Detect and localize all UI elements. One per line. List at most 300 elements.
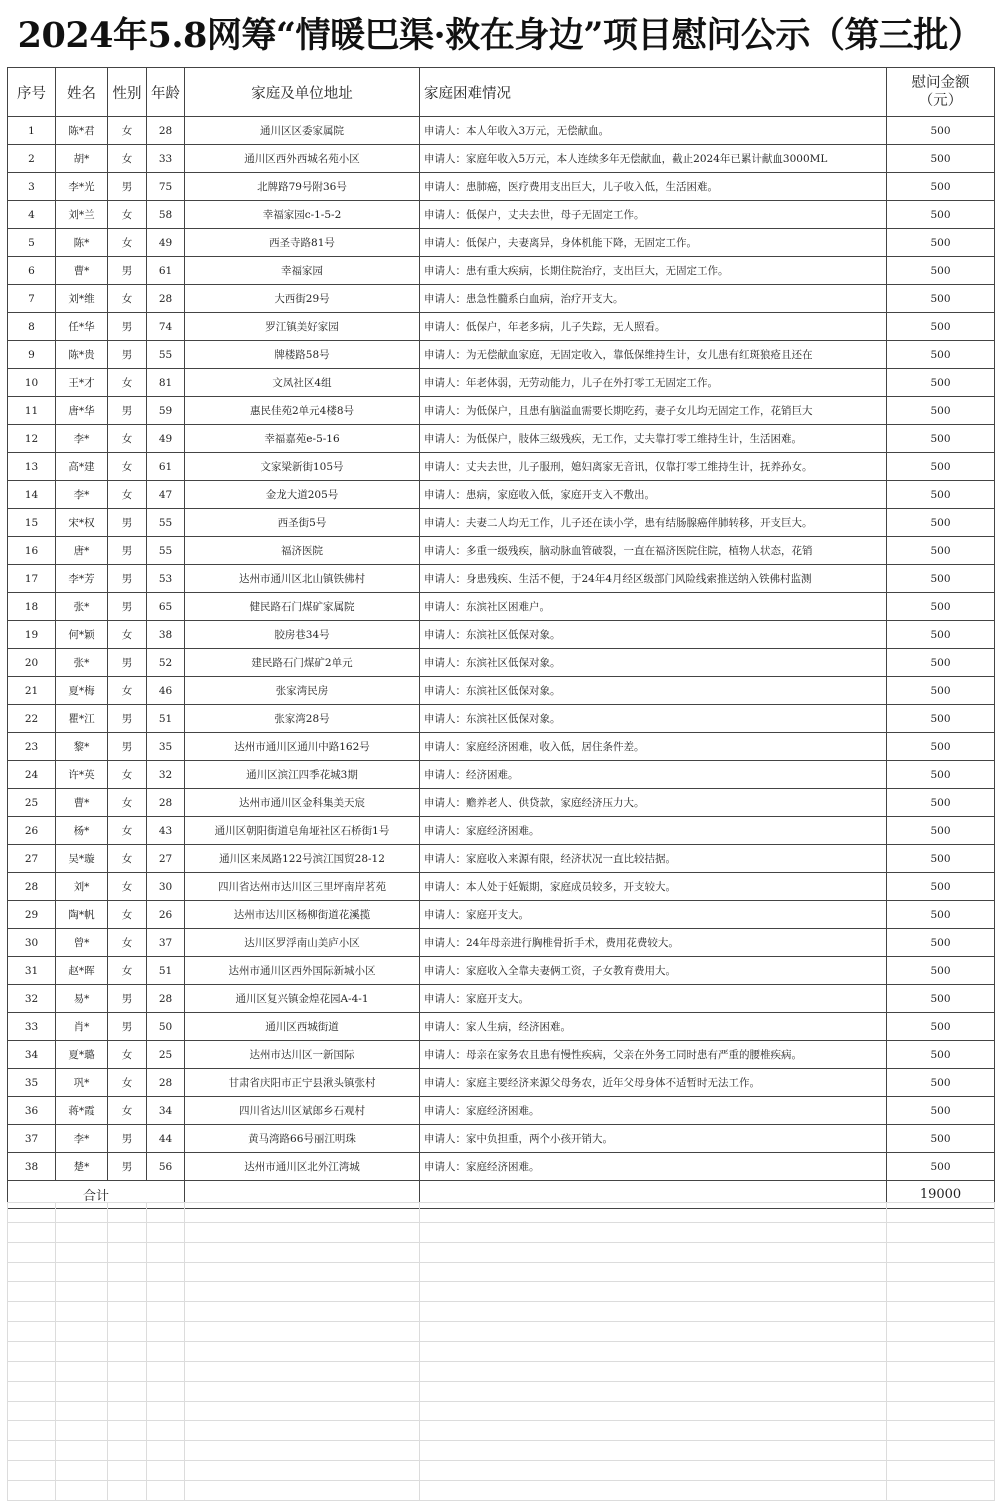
empty-grid-cell [108, 1302, 147, 1322]
cell-address: 幸福家园 [185, 257, 420, 285]
cell-age: 28 [147, 285, 185, 313]
cell-gender: 女 [108, 425, 147, 453]
cell-amount: 500 [887, 537, 995, 565]
cell-name: 曹* [56, 257, 108, 285]
table-row [8, 1125, 995, 1153]
empty-grid-cell [185, 1322, 420, 1342]
cell-amount: 500 [887, 145, 995, 173]
header-gender: 性别 [108, 68, 147, 117]
empty-grid-cell [185, 1441, 420, 1461]
empty-grid-cell [8, 1342, 56, 1362]
cell-age: 46 [147, 677, 185, 705]
empty-grid-cell [420, 1481, 887, 1501]
cell-difficulty: 申请人：东滨社区困难户。 [420, 593, 887, 621]
table-row [8, 593, 995, 621]
cell-amount: 500 [887, 1013, 995, 1041]
cell-age: 28 [147, 117, 185, 145]
cell-age: 26 [147, 901, 185, 929]
empty-grid-cell [108, 1222, 147, 1242]
empty-grid-cell [108, 1421, 147, 1441]
header-amount [887, 68, 995, 117]
cell-name: 巩* [56, 1069, 108, 1097]
empty-grid-cell [56, 1381, 108, 1401]
cell-name: 任*华 [56, 313, 108, 341]
empty-grid-row [8, 1222, 995, 1242]
cell-no: 21 [8, 677, 56, 705]
cell-name: 陈*贵 [56, 341, 108, 369]
cell-age: 53 [147, 565, 185, 593]
empty-grid-row [8, 1322, 995, 1342]
empty-grid-cell [420, 1342, 887, 1362]
empty-grid-row [8, 1242, 995, 1262]
cell-age: 55 [147, 537, 185, 565]
cell-name: 肖* [56, 1013, 108, 1041]
cell-no: 8 [8, 313, 56, 341]
empty-grid-row [8, 1361, 995, 1381]
cell-gender: 女 [108, 845, 147, 873]
cell-address: 文凤社区4组 [185, 369, 420, 397]
cell-address: 西圣街5号 [185, 509, 420, 537]
cell-no: 10 [8, 369, 56, 397]
empty-grid-row [8, 1481, 995, 1501]
cell-name: 高*建 [56, 453, 108, 481]
cell-gender: 女 [108, 677, 147, 705]
cell-name: 吴*璇 [56, 845, 108, 873]
table-row [8, 425, 995, 453]
cell-difficulty: 申请人：本人年收入3万元，无偿献血。 [420, 117, 887, 145]
cell-gender: 女 [108, 929, 147, 957]
empty-grid-cell [185, 1242, 420, 1262]
empty-grid-cell [887, 1302, 995, 1322]
table-row [8, 817, 995, 845]
empty-sheet-grid [7, 1202, 995, 1501]
cell-amount: 500 [887, 229, 995, 257]
cell-no: 16 [8, 537, 56, 565]
table-row [8, 705, 995, 733]
cell-gender: 男 [108, 593, 147, 621]
header-no: 序号 [8, 68, 56, 117]
cell-no: 18 [8, 593, 56, 621]
cell-gender: 女 [108, 453, 147, 481]
table-row [8, 397, 995, 425]
cell-age: 35 [147, 733, 185, 761]
cell-address: 通川区区委家属院 [185, 117, 420, 145]
empty-grid-cell [56, 1322, 108, 1342]
cell-address: 达州市达川区一新国际 [185, 1041, 420, 1069]
cell-address: 福济医院 [185, 537, 420, 565]
cell-difficulty: 申请人：家庭经济困难。 [420, 1097, 887, 1125]
empty-grid-cell [185, 1461, 420, 1481]
empty-grid-row [8, 1342, 995, 1362]
cell-amount: 500 [887, 1041, 995, 1069]
empty-grid-cell [420, 1242, 887, 1262]
empty-grid-cell [147, 1322, 185, 1342]
cell-address: 通川区西外西城名苑小区 [185, 145, 420, 173]
cell-gender: 男 [108, 509, 147, 537]
cell-difficulty: 申请人：家庭年收入5万元，本人连续多年无偿献血，截止2024年已累计献血3000ML [420, 145, 887, 173]
cell-amount: 500 [887, 1153, 995, 1181]
empty-grid-cell [147, 1262, 185, 1282]
empty-grid-cell [8, 1401, 56, 1421]
cell-address: 通川区滨江四季花城3期 [185, 761, 420, 789]
cell-address: 建民路石门煤矿2单元 [185, 649, 420, 677]
cell-address: 达州市通川区北山镇铁佛村 [185, 565, 420, 593]
cell-amount: 500 [887, 845, 995, 873]
empty-grid-cell [887, 1461, 995, 1481]
cell-no: 2 [8, 145, 56, 173]
empty-grid-cell [108, 1342, 147, 1362]
cell-no: 33 [8, 1013, 56, 1041]
cell-age: 51 [147, 705, 185, 733]
cell-difficulty: 申请人：身患残疾、生活不便，于24年4月经区级部门风险线索推送纳入铁佛村监测 [420, 565, 887, 593]
cell-difficulty: 申请人：东滨社区低保对象。 [420, 621, 887, 649]
cell-amount: 500 [887, 649, 995, 677]
table-row [8, 985, 995, 1013]
empty-grid-cell [147, 1342, 185, 1362]
cell-difficulty: 申请人：患病，家庭收入低，家庭开支入不敷出。 [420, 481, 887, 509]
cell-gender: 男 [108, 537, 147, 565]
cell-no: 12 [8, 425, 56, 453]
empty-grid-cell [185, 1401, 420, 1421]
empty-grid-cell [420, 1421, 887, 1441]
cell-name: 瞿*江 [56, 705, 108, 733]
empty-grid-cell [887, 1441, 995, 1461]
cell-difficulty: 申请人：患急性髓系白血病，治疗开支大。 [420, 285, 887, 313]
cell-address: 金龙大道205号 [185, 481, 420, 509]
cell-amount: 500 [887, 901, 995, 929]
cell-gender: 男 [108, 173, 147, 201]
cell-amount: 500 [887, 257, 995, 285]
cell-amount: 500 [887, 621, 995, 649]
cell-difficulty: 申请人：患肺癌，医疗费用支出巨大，儿子收入低，生活困难。 [420, 173, 887, 201]
cell-age: 55 [147, 341, 185, 369]
cell-gender: 男 [108, 1153, 147, 1181]
cell-amount: 500 [887, 733, 995, 761]
cell-difficulty: 申请人：为低保户，且患有脑溢血需要长期吃药，妻子女儿均无固定工作，花销巨大 [420, 397, 887, 425]
header-age: 年龄 [147, 68, 185, 117]
empty-grid-cell [108, 1381, 147, 1401]
cell-difficulty: 申请人：24年母亲进行胸椎骨折手术，费用花费较大。 [420, 929, 887, 957]
table-row [8, 1069, 995, 1097]
cell-gender: 女 [108, 1041, 147, 1069]
table-row [8, 537, 995, 565]
empty-grid-cell [185, 1421, 420, 1441]
empty-grid-cell [8, 1262, 56, 1282]
empty-grid-cell [147, 1381, 185, 1401]
cell-difficulty: 申请人：低保户，夫妻离异，身体机能下降，无固定工作。 [420, 229, 887, 257]
cell-amount: 500 [887, 509, 995, 537]
cell-name: 王*才 [56, 369, 108, 397]
cell-amount: 500 [887, 341, 995, 369]
cell-no: 4 [8, 201, 56, 229]
empty-grid-cell [56, 1342, 108, 1362]
cell-gender: 女 [108, 621, 147, 649]
cell-name: 刘*兰 [56, 201, 108, 229]
cell-amount: 500 [887, 201, 995, 229]
cell-age: 61 [147, 453, 185, 481]
cell-age: 28 [147, 1069, 185, 1097]
cell-gender: 女 [108, 761, 147, 789]
empty-grid-cell [420, 1381, 887, 1401]
cell-gender: 男 [108, 397, 147, 425]
table-row [8, 873, 995, 901]
cell-gender: 男 [108, 257, 147, 285]
cell-address: 张家湾民房 [185, 677, 420, 705]
empty-grid-cell [147, 1203, 185, 1223]
empty-grid-cell [185, 1342, 420, 1362]
empty-grid-cell [147, 1461, 185, 1481]
empty-grid-cell [887, 1381, 995, 1401]
empty-grid-row [8, 1421, 995, 1441]
cell-age: 32 [147, 761, 185, 789]
cell-name: 李*光 [56, 173, 108, 201]
cell-amount: 500 [887, 565, 995, 593]
cell-difficulty: 申请人：低保户，丈夫去世，母子无固定工作。 [420, 201, 887, 229]
cell-address: 惠民佳苑2单元4楼8号 [185, 397, 420, 425]
empty-grid-cell [56, 1361, 108, 1381]
empty-grid-cell [420, 1222, 887, 1242]
empty-grid-cell [56, 1222, 108, 1242]
cell-name: 陈*君 [56, 117, 108, 145]
cell-address: 通川区西城街道 [185, 1013, 420, 1041]
empty-grid-cell [147, 1302, 185, 1322]
cell-age: 49 [147, 229, 185, 257]
cell-gender: 女 [108, 145, 147, 173]
empty-grid-cell [8, 1322, 56, 1342]
cell-name: 李* [56, 481, 108, 509]
cell-address: 大西街29号 [185, 285, 420, 313]
empty-grid-row [8, 1441, 995, 1461]
cell-address: 西圣寺路81号 [185, 229, 420, 257]
empty-grid-cell [8, 1461, 56, 1481]
empty-grid-cell [147, 1441, 185, 1461]
empty-grid-cell [185, 1262, 420, 1282]
cell-address: 幸福嘉苑e-5-16 [185, 425, 420, 453]
empty-grid-cell [420, 1302, 887, 1322]
empty-grid-cell [887, 1262, 995, 1282]
empty-grid-cell [56, 1242, 108, 1262]
cell-name: 唐* [56, 537, 108, 565]
empty-grid-cell [8, 1441, 56, 1461]
cell-no: 29 [8, 901, 56, 929]
cell-age: 28 [147, 985, 185, 1013]
total-amount: 19000 [887, 1181, 995, 1209]
cell-amount: 500 [887, 677, 995, 705]
cell-address: 达州市通川区金科集美天宸 [185, 789, 420, 817]
empty-grid-cell [420, 1262, 887, 1282]
cell-age: 50 [147, 1013, 185, 1041]
cell-gender: 女 [108, 957, 147, 985]
empty-grid-cell [147, 1282, 185, 1302]
table-row [8, 509, 995, 537]
empty-grid-cell [887, 1322, 995, 1342]
cell-no: 7 [8, 285, 56, 313]
cell-address: 四川省达州市达川区三里坪南岸茗苑 [185, 873, 420, 901]
empty-grid-cell [147, 1361, 185, 1381]
cell-amount: 500 [887, 789, 995, 817]
empty-grid-cell [108, 1322, 147, 1342]
cell-name: 陈* [56, 229, 108, 257]
table-row [8, 201, 995, 229]
cell-name: 蒋*霞 [56, 1097, 108, 1125]
table-row [8, 257, 995, 285]
table-row [8, 1153, 995, 1181]
cell-amount: 500 [887, 593, 995, 621]
cell-gender: 女 [108, 369, 147, 397]
cell-gender: 女 [108, 117, 147, 145]
cell-gender: 女 [108, 201, 147, 229]
cell-age: 58 [147, 201, 185, 229]
empty-grid-cell [56, 1441, 108, 1461]
cell-no: 36 [8, 1097, 56, 1125]
cell-age: 52 [147, 649, 185, 677]
cell-difficulty: 申请人：家庭经济困难。 [420, 1153, 887, 1181]
empty-grid-cell [8, 1361, 56, 1381]
empty-grid-row [8, 1302, 995, 1322]
cell-amount: 500 [887, 425, 995, 453]
empty-grid-cell [420, 1322, 887, 1342]
cell-age: 33 [147, 145, 185, 173]
cell-name: 李* [56, 1125, 108, 1153]
empty-grid-cell [185, 1203, 420, 1223]
empty-grid-cell [147, 1242, 185, 1262]
table-row [8, 1041, 995, 1069]
cell-name: 赵*晖 [56, 957, 108, 985]
cell-amount: 500 [887, 929, 995, 957]
empty-grid-cell [8, 1481, 56, 1501]
cell-no: 15 [8, 509, 56, 537]
table-row [8, 621, 995, 649]
cell-amount: 500 [887, 873, 995, 901]
empty-grid-cell [887, 1401, 995, 1421]
empty-grid-row [8, 1262, 995, 1282]
header-difficulty: 家庭困难情况 [420, 68, 887, 117]
cell-no: 37 [8, 1125, 56, 1153]
cell-address: 张家湾28号 [185, 705, 420, 733]
cell-amount: 500 [887, 397, 995, 425]
table-row [8, 929, 995, 957]
cell-amount: 500 [887, 453, 995, 481]
cell-amount: 500 [887, 705, 995, 733]
cell-no: 24 [8, 761, 56, 789]
cell-gender: 女 [108, 817, 147, 845]
cell-difficulty: 申请人：家庭收入全靠夫妻俩工资，子女教育费用大。 [420, 957, 887, 985]
cell-difficulty: 申请人：家庭经济困难，收入低，居住条件差。 [420, 733, 887, 761]
cell-address: 达川区罗浮南山美庐小区 [185, 929, 420, 957]
empty-grid-cell [108, 1203, 147, 1223]
table-row [8, 761, 995, 789]
empty-grid-cell [420, 1401, 887, 1421]
empty-grid-cell [56, 1461, 108, 1481]
cell-gender: 女 [108, 901, 147, 929]
header-amount-line2: （元） [918, 93, 963, 109]
empty-grid-cell [56, 1203, 108, 1223]
cell-gender: 男 [108, 649, 147, 677]
cell-address: 黄马湾路66号丽江明珠 [185, 1125, 420, 1153]
cell-difficulty: 申请人：东滨社区低保对象。 [420, 649, 887, 677]
empty-grid-cell [108, 1361, 147, 1381]
cell-difficulty: 申请人：家庭经济困难。 [420, 817, 887, 845]
cell-name: 许*英 [56, 761, 108, 789]
cell-address: 文家梁新街105号 [185, 453, 420, 481]
table-row [8, 1097, 995, 1125]
empty-grid-cell [147, 1222, 185, 1242]
empty-grid-cell [56, 1302, 108, 1322]
cell-age: 37 [147, 929, 185, 957]
cell-gender: 男 [108, 1013, 147, 1041]
cell-no: 19 [8, 621, 56, 649]
cell-amount: 500 [887, 985, 995, 1013]
empty-grid-cell [8, 1282, 56, 1302]
cell-amount: 500 [887, 369, 995, 397]
cell-difficulty: 申请人：家庭开支大。 [420, 985, 887, 1013]
cell-no: 22 [8, 705, 56, 733]
cell-gender: 男 [108, 705, 147, 733]
cell-address: 达州市通川区西外国际新城小区 [185, 957, 420, 985]
empty-grid-cell [108, 1401, 147, 1421]
table-header-row [8, 68, 995, 117]
cell-no: 32 [8, 985, 56, 1013]
cell-gender: 男 [108, 313, 147, 341]
cell-gender: 女 [108, 873, 147, 901]
table-row [8, 789, 995, 817]
total-label: 合计 [8, 1181, 185, 1209]
empty-grid-cell [185, 1222, 420, 1242]
cell-age: 34 [147, 1097, 185, 1125]
table-row [8, 565, 995, 593]
empty-grid-cell [8, 1302, 56, 1322]
cell-difficulty: 申请人：东滨社区低保对象。 [420, 677, 887, 705]
cell-address: 牌楼路58号 [185, 341, 420, 369]
cell-name: 张* [56, 593, 108, 621]
cell-difficulty: 申请人：本人处于妊娠期，家庭成员较多，开支较大。 [420, 873, 887, 901]
empty-grid-cell [108, 1282, 147, 1302]
cell-age: 61 [147, 257, 185, 285]
cell-no: 20 [8, 649, 56, 677]
empty-grid-cell [56, 1401, 108, 1421]
table-row [8, 733, 995, 761]
cell-name: 唐*华 [56, 397, 108, 425]
cell-amount: 500 [887, 1097, 995, 1125]
cell-age: 27 [147, 845, 185, 873]
cell-name: 刘* [56, 873, 108, 901]
table-row [8, 901, 995, 929]
cell-no: 3 [8, 173, 56, 201]
empty-grid-cell [420, 1203, 887, 1223]
cell-name: 刘*维 [56, 285, 108, 313]
cell-no: 34 [8, 1041, 56, 1069]
cell-name: 杨* [56, 817, 108, 845]
empty-grid-cell [887, 1282, 995, 1302]
cell-difficulty: 申请人：丈夫去世，儿子服刑，媳妇离家无音讯，仅靠打零工维持生计，抚养孙女。 [420, 453, 887, 481]
cell-address: 罗江镇美好家园 [185, 313, 420, 341]
cell-no: 1 [8, 117, 56, 145]
cell-address: 胶房巷34号 [185, 621, 420, 649]
table-row [8, 145, 995, 173]
empty-grid-cell [56, 1481, 108, 1501]
cell-gender: 女 [108, 285, 147, 313]
cell-age: 25 [147, 1041, 185, 1069]
cell-gender: 男 [108, 985, 147, 1013]
cell-age: 49 [147, 425, 185, 453]
cell-name: 李*芳 [56, 565, 108, 593]
empty-grid-cell [185, 1302, 420, 1322]
cell-no: 26 [8, 817, 56, 845]
empty-grid-cell [887, 1421, 995, 1441]
cell-no: 9 [8, 341, 56, 369]
cell-address: 甘肃省庆阳市正宁县湫头镇张村 [185, 1069, 420, 1097]
empty-grid-cell [108, 1441, 147, 1461]
